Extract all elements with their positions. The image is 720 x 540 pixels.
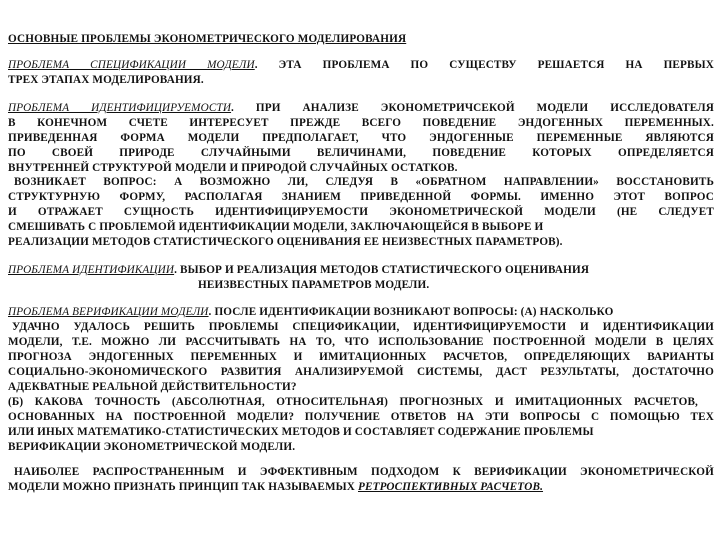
ident-line: ПРИВЕДЕННАЯ ФОРМА МОДЕЛИ ПРЕДПОЛАГАЕТ, ЧТО ЭНДОГЕННЫЕ ПЕРЕМЕННЫЕ ЯВЛЯЮТСЯ <box>8 132 714 144</box>
spec-line-2: ТРЕХ ЭТАПАХ МОДЕЛИРОВАНИЯ. <box>8 74 204 86</box>
spec-term: ПРОБЛЕМА СПЕЦИФИКАЦИИ МОДЕЛИ <box>8 59 255 71</box>
verif-text-1: . ПОСЛЕ ИДЕНТИФИКАЦИИ ВОЗНИКАЮТ ВОПРОСЫ: (А) НАСКОЛЬКО <box>208 306 614 318</box>
verif-line: (Б) КАКОВА ТОЧНОСТЬ (АБСОЛЮТНАЯ, ОТНОСИТЕЛЬНАЯ) ПРОГНОЗНЫХ И ИМИТАЦИОННЫХ РАСЧЕТОВ, <box>8 396 698 408</box>
verif-line: ИЛИ ИНЫХ МАТЕМАТИКО-СТАТИСТИЧЕСКИХ МЕТОДОВ И СОСТАВЛЯЕТ СОДЕРЖАНИЕ ПРОБЛЕМЫ <box>8 426 594 438</box>
ident-line: ВНУТРЕННЕЙ СТРУКТУРОЙ МОДЕЛИ И ПРИРОДОЙ СЛУЧАЙНЫХ ОСТАТКОВ. <box>8 162 458 174</box>
ident-text-1: . ПРИ АНАЛИЗЕ ЭКОНОМЕТРИЧСЕКОЙ МОДЕЛИ ИССЛЕДОВАТЕЛЯ <box>231 102 714 114</box>
verif-term: ПРОБЛЕМА ВЕРИФИКАЦИИ МОДЕЛИ <box>8 306 209 318</box>
ident-line: ПО СВОЕЙ ПРИРОДЕ СЛУЧАЙНЫМИ ВЕЛИЧИНАМИ, ПОВЕДЕНИЕ КОТОРЫХ ОПРЕДЕЛЯЕТСЯ <box>8 147 714 159</box>
verif-line-1 <box>8 305 708 319</box>
identification-text-1: . ВЫБОР И РЕАЛИЗАЦИЯ МЕТОДОВ СТАТИСТИЧЕСКОГО ОЦЕНИВАНИЯ <box>174 264 590 276</box>
ident-term: ПРОБЛЕМА ИДЕНТИФИЦИРУЕМОСТИ <box>8 102 232 114</box>
verif-line: ОСНОВАННЫХ НА ПОСТРОЕННОЙ МОДЕЛИ? ПОЛУЧЕНИЕ ОТВЕТОВ НА ЭТИ ВОПРОСЫ С ПОМОЩЬЮ ТЕХ <box>8 411 714 423</box>
verif-line: ПРОГНОЗА ЭНДОГЕННЫХ ПЕРЕМЕННЫХ И ИМИТАЦИОННЫХ РАСЧЕТОВ, ОПРЕДЕЛЯЮЩИХ ВАРИАНТЫ <box>8 351 714 363</box>
ident-line: СМЕШИВАТЬ С ПРОБЛЕМОЙ ИДЕНТИФИКАЦИИ МОДЕЛИ, ЗАКЛЮЧАЮЩЕЙСЯ В ВЫБОРЕ И <box>8 221 544 233</box>
identification-line-2: НЕИЗВЕСТНЫХ ПАРАМЕТРОВ МОДЕЛИ. <box>198 279 430 291</box>
ident-line: В КОНЕЧНОМ СЧЕТЕ ИНТЕРЕСУЕТ ПРЕЖДЕ ВСЕГО ПОВЕДЕНИЕ ЭНДОГЕННЫХ ПЕРЕМЕННЫХ. <box>8 117 714 129</box>
conclusion-line-1: НАИБОЛЕЕ РАСПРОСТРАНЕННЫМ И ЭФФЕКТИВНЫМ ПОДХОДОМ К ВЕРИФИКАЦИИ ЭКОНОМЕТРИЧЕСКОЙ <box>14 466 714 478</box>
identification-line-1 <box>8 263 648 277</box>
ident-line: РЕАЛИЗАЦИИ МЕТОДОВ СТАТИСТИЧЕСКОГО ОЦЕНИВАНИЯ ЕЕ НЕИЗВЕСТНЫХ ПАРАМЕТРОВ). <box>8 236 563 248</box>
ident-line: ВОЗНИКАЕТ ВОПРОС: А ВОЗМОЖНО ЛИ, СЛЕДУЯ В «ОБРАТНОМ НАПРАВЛЕНИИ» ВОССТАНОВИТЬ <box>14 176 714 188</box>
verif-line: УДАЧНО УДАЛОСЬ РЕШИТЬ ПРОБЛЕМЫ СПЕЦИФИКАЦИИ, ИДЕНТИФИЦИРУЕМОСТИ И ИДЕНТИФИКАЦИИ <box>12 321 714 333</box>
conclusion-line-2 <box>8 480 714 494</box>
verif-line: АДЕКВАТНЫЕ РЕАЛЬНОЙ ДЕЙСТВИТЕЛЬНОСТИ? <box>8 381 297 393</box>
verif-line: ВЕРИФИКАЦИИ ЭКОНОМЕТРИЧЕСКОЙ МОДЕЛИ. <box>8 441 296 453</box>
spec-text-1: . ЭТА ПРОБЛЕМА ПО СУЩЕСТВУ РЕШАЕТСЯ НА ПЕРВЫХ <box>254 59 714 71</box>
identification-term: ПРОБЛЕМА ИДЕНТИФИКАЦИИ <box>8 264 175 276</box>
page-title: ОСНОВНЫЕ ПРОБЛЕМЫ ЭКОНОМЕТРИЧЕСКОГО МОДЕЛИРОВАНИЯ <box>8 33 407 45</box>
retrospective-term: РЕТРОСПЕКТИВНЫХ РАСЧЕТОВ. <box>358 481 544 493</box>
spec-line-1 <box>8 58 714 72</box>
ident-line-1 <box>8 101 714 115</box>
conclusion-text-2: МОДЕЛИ МОЖНО ПРИЗНАТЬ ПРИНЦИП ТАК НАЗЫВАЕМЫХ <box>8 481 356 493</box>
verif-line: МОДЕЛИ, Т.Е. МОЖНО ЛИ РАССЧИТЫВАТЬ НА ТО, ЧТО ИСПОЛЬЗОВАНИЕ ПОСТРОЕННОЙ МОДЕЛИ В ЦЕЛЯХ <box>8 336 714 348</box>
ident-line: И ОТРАЖАЕТ СУЩНОСТЬ ИДЕНТИФИЦИРУЕМОСТИ ЭКОНОМЕТРИЧЕСКОЙ МОДЕЛИ (НЕ СЛЕДУЕТ <box>8 206 714 218</box>
verif-line: СОЦИАЛЬНО-ЭКОНОМИЧЕСКОГО РАЗВИТИЯ АНАЛИЗИРУЕМОЙ СИСТЕМЫ, ДАСТ РЕЗУЛЬТАТЫ, ДОСТАТОЧНО <box>8 366 714 378</box>
ident-line: СТРУКТУРНУЮ ФОРМУ, РАСПОЛАГАЯ ЗНАНИЕМ ПРИВЕДЕННОЙ ФОРМЫ. ИМЕННО ЭТОТ ВОПРОС <box>8 191 714 203</box>
